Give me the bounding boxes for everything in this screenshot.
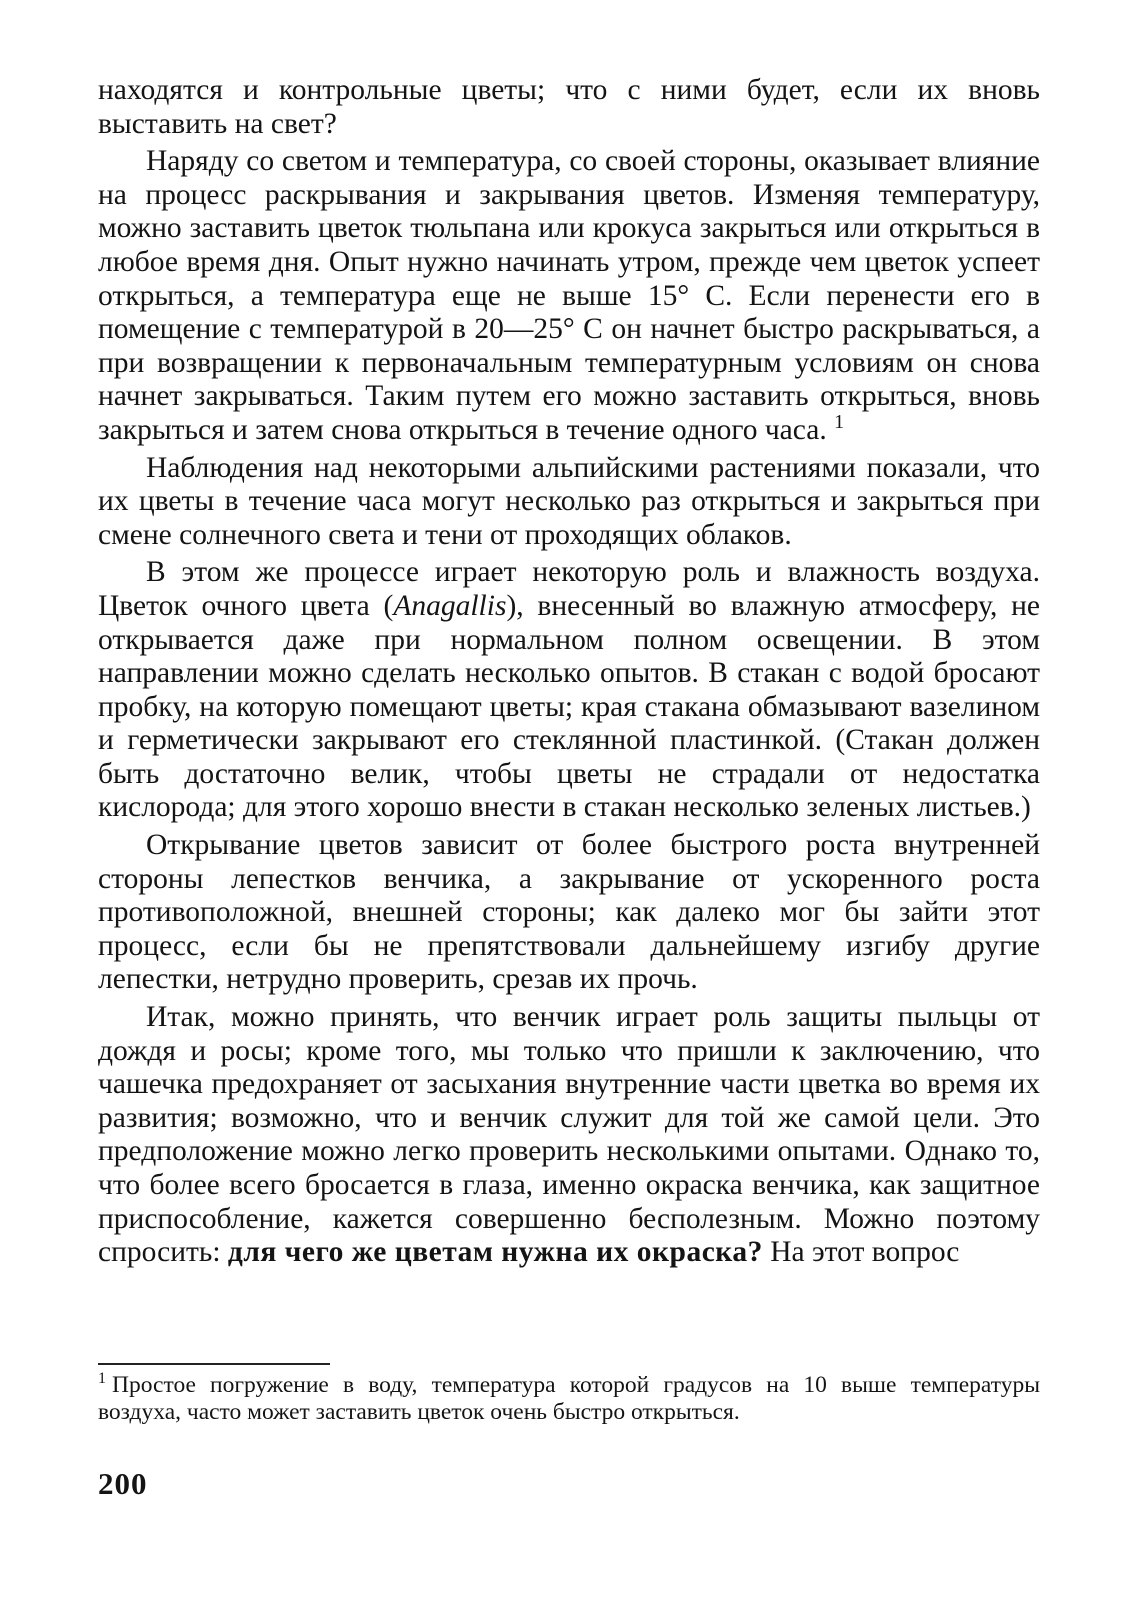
paragraph-2-text: Наряду со светом и температура, со своей стороны, оказывает влияние на процесс раскрывания и закрывания цветов. Изменяя температуру, можно заставить цветок тюльпана или крокуса закрыться или открыться в любое время дня. Опыт нужно начинать утром, прежде чем цветок успеет открыться, а температура еще не выше 15° С. Если перенести его в помещение с температурой в 20—25° С он начнет быстро раскрываться, а при возвращении к первоначальным температурным условиям он снова начнет закрываться. Таким путем его можно заставить открыться, вновь закрыться и затем снова открыться в течение одного часа. <box>98 145 1040 446</box>
paragraph-1 <box>98 74 1040 141</box>
paragraph-4-text-after: ), внесенный во влажную атмосферу, не открывается даже при нормальном полном освещении. В этом направлении можно сделать несколько опытов. В стакан с водой бросают пробку, на которую помещают цветы; края стакана обмазывают вазелином и герметически закрывают его стеклянной пластинкой. (Стакан должен быть достаточно велик, чтобы цветы не страдали от недостатка кислорода; для этого хорошо внести в стакан несколько зеленых листьев.) <box>98 589 1040 824</box>
footnote-mark: 1 <box>98 1370 106 1388</box>
paragraph-6-text-after: На этот вопрос <box>762 1236 960 1269</box>
paragraph-5-text: Открывание цветов зависит от более быстрого роста внутренней стороны лепестков венчика, а закрывание от ускоренного роста противоположной, внешней стороны; как далеко мог бы зайти этот процесс, если бы не препятствовали дальнейшему изгибу другие лепестки, нетрудно проверить, срезав их прочь. <box>98 829 1040 996</box>
paragraph-5 <box>98 829 1040 997</box>
paragraph-3-text: Наблюдения над некоторыми альпийскими растениями показали, что их цветы в течение часа могут несколько раз открыться и закрыться при смене солнечного света и тени от проходящих облаков. <box>98 451 1040 551</box>
paragraph-2 <box>98 145 1040 447</box>
footnote-reference: 1 <box>834 411 845 434</box>
paragraph-3 <box>98 452 1040 553</box>
footnote-separator <box>98 1363 330 1365</box>
paragraph-6 <box>98 1001 1040 1270</box>
paragraph-4-text-before: В этом же процессе играет некоторую роль и влажность воздуха. Цветок очного цвета ( <box>98 556 1040 622</box>
footnote <box>98 1372 1040 1426</box>
emphasized-question: для чего же цветам нужна их окраска? <box>227 1236 763 1269</box>
latin-genus-name: Anagallis <box>393 589 507 622</box>
footnote-text: Простое погружение в воду, температура которой градусов на 10 выше температуры воздуха, часто может заставить цветок очень быстро открыться. <box>98 1372 1040 1425</box>
page-body <box>98 74 1040 1501</box>
paragraph-6-text-before: Итак, можно принять, что венчик играет роль защиты пыльцы от дождя и росы; кроме того, мы только что пришли к заключению, что чашечка предохраняет от засыхания внутренние части цветка во время их развития; возможно, что и венчик служит для той же самой цели. Это предположение можно легко проверить несколькими опытами. Однако то, что более всего бросается в глаза, именно окраска венчика, как защитное приспособление, кажется совершенно бесполезным. Можно поэтому спросить: <box>98 1001 1040 1269</box>
page-number: 200 <box>98 1466 148 1501</box>
paragraph-4 <box>98 556 1040 825</box>
paragraph-1-text: находятся и контрольные цветы; что с ними будет, если их вновь выставить на свет? <box>98 74 1040 140</box>
